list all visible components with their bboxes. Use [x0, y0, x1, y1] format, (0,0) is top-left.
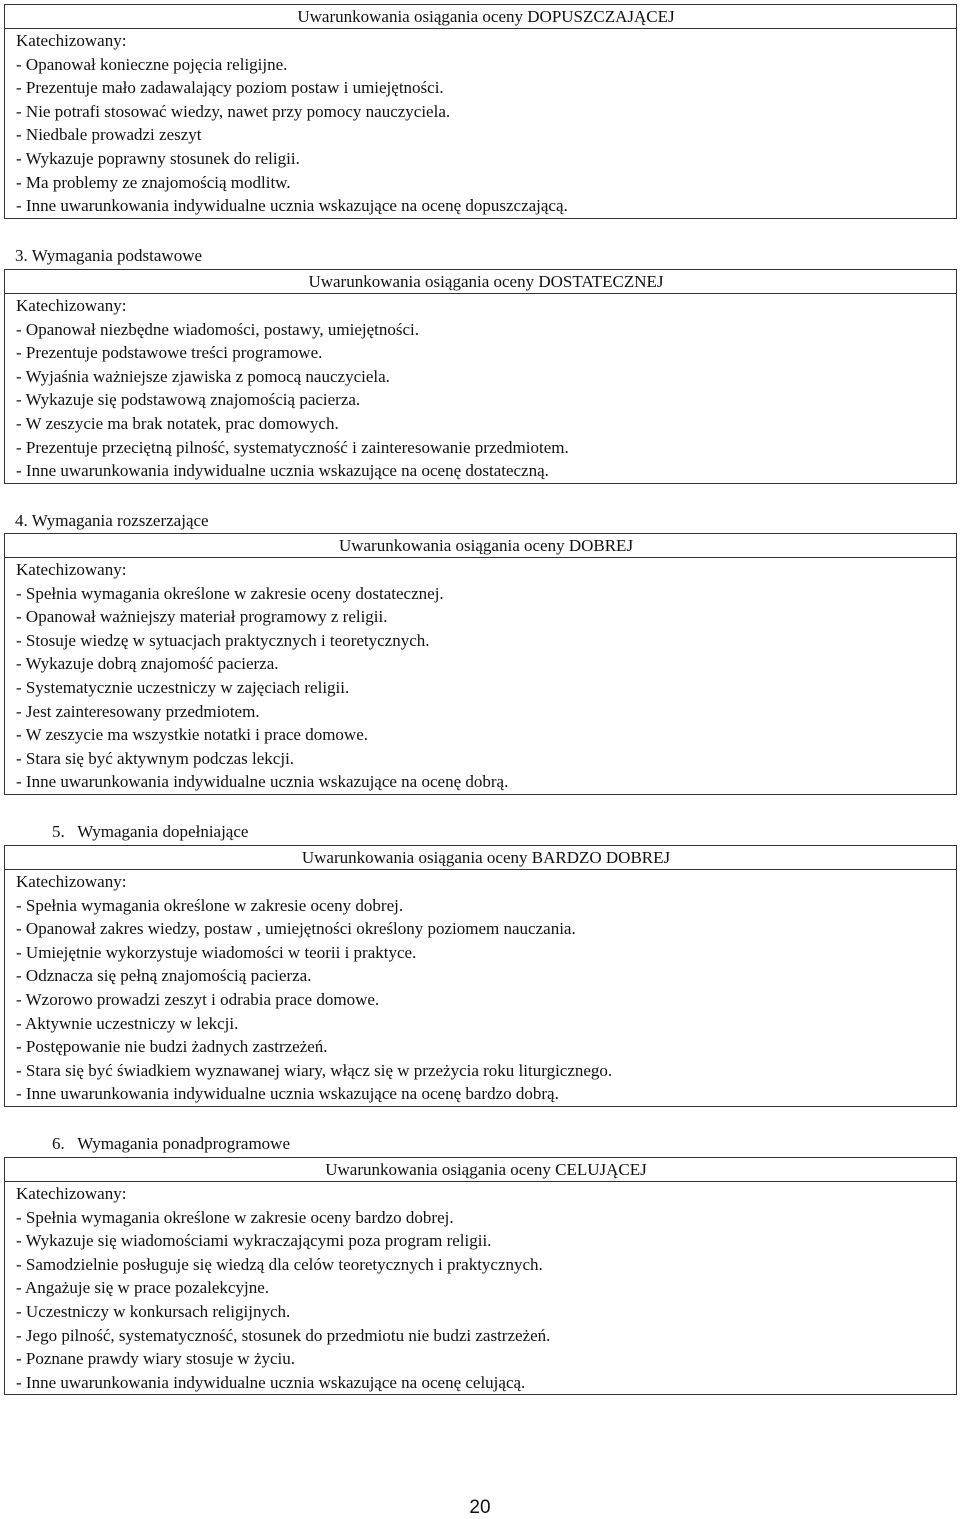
- list-item: - Postępowanie nie budzi żadnych zastrzeżeń.: [16, 1037, 328, 1057]
- grade-title: Uwarunkowania osiągania oceny CELUJĄCEJ: [5, 1158, 957, 1182]
- grade-table-dopuszczajaca: [4, 4, 957, 219]
- list-item: - Inne uwarunkowania indywidualne ucznia wskazujące na ocenę celującą.: [16, 1372, 526, 1392]
- list-item: - Aktywnie uczestniczy w lekcji.: [16, 1013, 239, 1033]
- list-item: - Uczestniczy w konkursach religijnych.: [16, 1301, 291, 1321]
- list-item: - Angażuje się w prace pozalekcyjne.: [16, 1278, 269, 1298]
- list-item: - Stara się być aktywnym podczas lekcji.: [16, 748, 295, 768]
- list-item: - Opanował ważniejszy materiał programowy z religii.: [16, 607, 388, 627]
- student-label: Katechizowany:: [16, 31, 127, 50]
- list-item: - Odznacza się pełną znajomością pacierza.: [16, 966, 312, 986]
- list-item: - Spełnia wymagania określone w zakresie oceny dobrej.: [16, 895, 404, 915]
- list-item: - Inne uwarunkowania indywidualne ucznia wskazujące na ocenę dostateczną.: [16, 461, 549, 481]
- list-item: - Niedbale prowadzi zeszyt: [16, 125, 202, 145]
- list-item: - Wykazuje się wiadomościami wykraczającymi poza program religii.: [16, 1231, 492, 1251]
- section-heading: 3. Wymagania podstawowe: [15, 246, 203, 265]
- grade-requirements: [5, 29, 957, 219]
- grade-title: Uwarunkowania osiągania oceny DOSTATECZNEJ: [5, 270, 957, 294]
- list-item: - Poznane prawdy wiary stosuje w życiu.: [16, 1349, 296, 1369]
- list-item: - W zeszycie ma brak notatek, prac domowych.: [16, 413, 339, 433]
- list-item: - W zeszycie ma wszystkie notatki i prace domowe.: [16, 725, 369, 745]
- list-item: - Inne uwarunkowania indywidualne ucznia wskazujące na ocenę dopuszczającą.: [16, 196, 568, 216]
- section-heading: 6. Wymagania ponadprogramowe: [52, 1134, 291, 1153]
- grade-requirements: [5, 1182, 957, 1395]
- list-item: - Wykazuje dobrą znajomość pacierza.: [16, 654, 279, 674]
- list-item: - Ma problemy ze znajomością modlitw.: [16, 172, 291, 192]
- grade-title: Uwarunkowania osiągania oceny DOBREJ: [5, 534, 957, 558]
- list-item: - Wzorowo prowadzi zeszyt i odrabia prace domowe.: [16, 989, 380, 1009]
- list-item: - Prezentuje przeciętną pilność, systematyczność i zainteresowanie przedmiotem.: [16, 437, 569, 457]
- list-item: - Opanował zakres wiedzy, postaw , umiejętności określony poziomem nauczania.: [16, 919, 576, 939]
- student-label: Katechizowany:: [16, 296, 127, 315]
- list-item: - Prezentuje mało zadawalający poziom postaw i umiejętności.: [16, 78, 444, 98]
- list-item: - Opanował niezbędne wiadomości, postawy, umiejętności.: [16, 319, 420, 339]
- list-item: - Wyjaśnia ważniejsze zjawiska z pomocą nauczyciela.: [16, 366, 390, 386]
- grade-title: Uwarunkowania osiągania oceny DOPUSZCZAJĄCEJ: [5, 5, 957, 29]
- grade-requirements: [5, 558, 957, 795]
- page-number: 20: [469, 1497, 491, 1518]
- grade-table-bardzo-dobra: [4, 845, 957, 1107]
- list-item: - Wykazuje poprawny stosunek do religii.: [16, 148, 300, 168]
- grade-table-celujaca: [4, 1157, 957, 1395]
- section-heading: 4. Wymagania rozszerzające: [15, 511, 209, 530]
- list-item: - Inne uwarunkowania indywidualne ucznia wskazujące na ocenę bardzo dobrą.: [16, 1084, 559, 1104]
- student-label: Katechizowany:: [16, 872, 127, 891]
- grade-requirements: [5, 294, 957, 484]
- list-item: - Wykazuje się podstawową znajomością pacierza.: [16, 390, 361, 410]
- list-item: - Samodzielnie posługuje się wiedzą dla celów teoretycznych i praktycznych.: [16, 1254, 543, 1274]
- list-item: - Stara się być świadkiem wyznawanej wiary, włącz się w przeżycia roku liturgicznego.: [16, 1060, 613, 1080]
- list-item: - Spełnia wymagania określone w zakresie oceny dostatecznej.: [16, 583, 444, 603]
- list-item: - Systematycznie uczestniczy w zajęciach religii.: [16, 677, 350, 697]
- grade-title: Uwarunkowania osiągania oceny BARDZO DOBREJ: [5, 846, 957, 870]
- list-item: - Spełnia wymagania określone w zakresie oceny bardzo dobrej.: [16, 1207, 454, 1227]
- list-item: - Opanował konieczne pojęcia religijne.: [16, 54, 288, 74]
- grade-table-dostateczna: [4, 269, 957, 484]
- list-item: - Stosuje wiedzę w sytuacjach praktycznych i teoretycznych.: [16, 630, 430, 650]
- grade-table-dobra: [4, 533, 957, 795]
- list-item: - Inne uwarunkowania indywidualne ucznia wskazujące na ocenę dobrą.: [16, 772, 509, 792]
- grade-requirements: [5, 870, 957, 1107]
- student-label: Katechizowany:: [16, 560, 127, 579]
- student-label: Katechizowany:: [16, 1184, 127, 1203]
- list-item: - Jest zainteresowany przedmiotem.: [16, 701, 260, 721]
- list-item: - Jego pilność, systematyczność, stosunek do przedmiotu nie budzi zastrzeżeń.: [16, 1325, 551, 1345]
- list-item: - Umiejętnie wykorzystuje wiadomości w teorii i praktyce.: [16, 942, 417, 962]
- list-item: - Prezentuje podstawowe treści programowe.: [16, 343, 323, 363]
- section-heading: 5. Wymagania dopełniające: [52, 822, 249, 841]
- list-item: - Nie potrafi stosować wiedzy, nawet przy pomocy nauczyciela.: [16, 101, 451, 121]
